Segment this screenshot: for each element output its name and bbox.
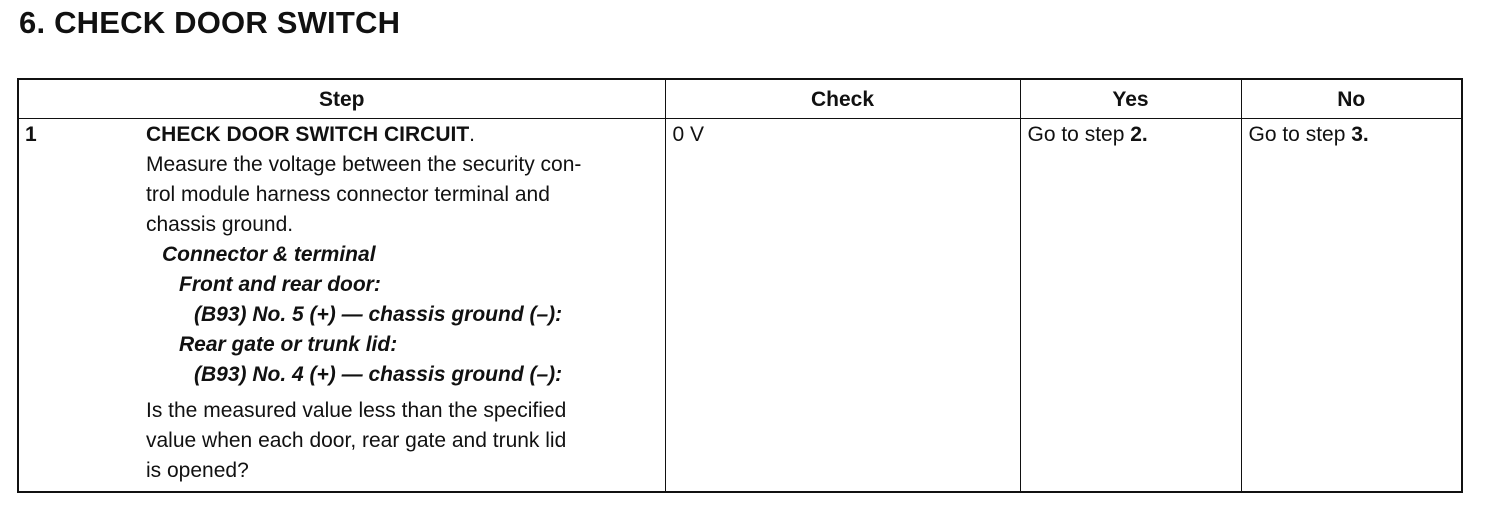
front-rear-door-label: Front and rear door: — [179, 273, 381, 296]
column-header-step: Step — [18, 79, 665, 119]
check-cell — [665, 119, 1020, 493]
rear-gate-label: Rear gate or trunk lid: — [179, 333, 398, 356]
question-line: Is the measured value less than the specified — [146, 399, 567, 422]
front-rear-door-spec: (B93) No. 5 (+) — chassis ground (–): — [194, 303, 563, 326]
diagnostic-table — [17, 78, 1463, 493]
yes-action-text: Go to step — [1027, 123, 1131, 146]
no-cell — [1241, 119, 1462, 493]
column-header-check: Check — [665, 79, 1020, 119]
question-line: value when each door, rear gate and trunk lid — [146, 429, 567, 452]
step-heading-text: CHECK DOOR SWITCH CIRCUIT — [146, 123, 470, 146]
instruction-line: chassis ground. — [146, 213, 294, 236]
step-heading — [146, 120, 668, 150]
step-cell — [18, 119, 665, 493]
table-row — [18, 119, 1462, 493]
no-action — [1242, 119, 1462, 150]
table-header-row — [18, 79, 1462, 119]
yes-step-number: 2. — [1130, 123, 1148, 146]
step-number: 1 — [25, 123, 37, 146]
no-step-number: 3. — [1351, 123, 1369, 146]
yes-cell — [1020, 119, 1241, 493]
column-header-yes: Yes — [1020, 79, 1241, 119]
step-description — [146, 120, 668, 486]
step-heading-period: . — [469, 123, 475, 146]
instruction-line: trol module harness connector terminal and — [146, 183, 550, 206]
check-value: 0 V — [672, 123, 705, 146]
no-action-text: Go to step — [1248, 123, 1352, 146]
question-text — [146, 396, 668, 486]
page-title: 6. CHECK DOOR SWITCH — [19, 5, 401, 40]
rear-gate-spec: (B93) No. 4 (+) — chassis ground (–): — [194, 363, 563, 386]
connector-label: Connector & terminal — [162, 243, 376, 266]
yes-action — [1021, 119, 1241, 150]
question-line: is opened? — [146, 459, 249, 482]
instruction-line: Measure the voltage between the security con- — [146, 153, 582, 176]
column-header-no: No — [1241, 79, 1462, 119]
